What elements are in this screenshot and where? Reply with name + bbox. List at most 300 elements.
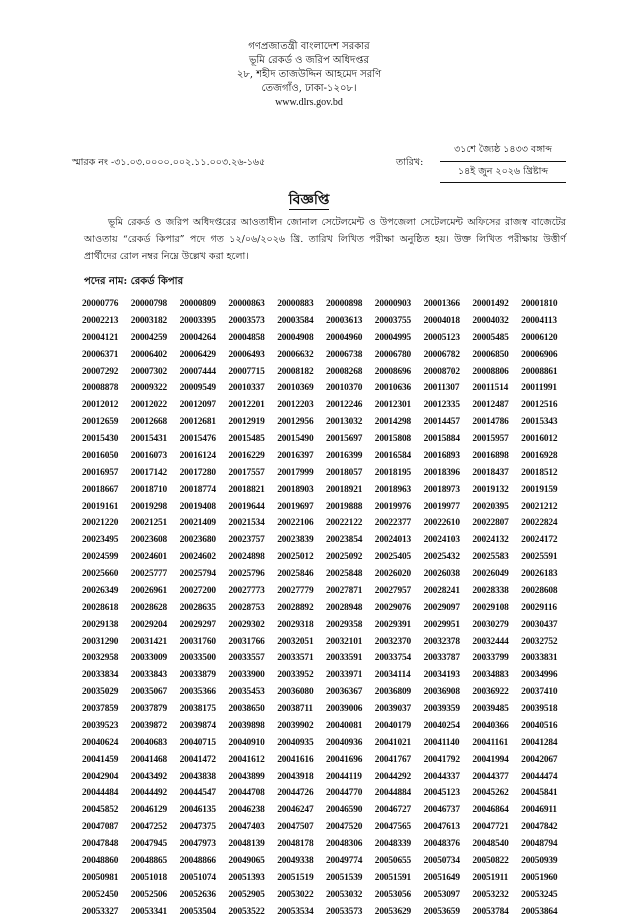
roll-number: 20024172 — [521, 532, 570, 549]
roll-number: 20029108 — [472, 600, 521, 617]
roll-number: 20029297 — [180, 617, 229, 634]
roll-number: 20046129 — [131, 802, 180, 819]
roll-number: 20018396 — [424, 465, 473, 482]
roll-number: 20045841 — [521, 785, 570, 802]
roll-number: 20044708 — [228, 785, 277, 802]
roll-number: 20006906 — [521, 347, 570, 364]
roll-number: 20006782 — [424, 347, 473, 364]
roll-number: 20050939 — [521, 853, 570, 870]
roll-number: 20047848 — [82, 836, 131, 853]
roll-number: 20001366 — [424, 296, 473, 313]
roll-number: 20006402 — [131, 347, 180, 364]
roll-number: 20000776 — [82, 296, 131, 313]
roll-number: 20040935 — [277, 735, 326, 752]
roll-number: 20044884 — [375, 785, 424, 802]
roll-number: 20019697 — [277, 499, 326, 516]
roll-number: 20046911 — [521, 802, 570, 819]
roll-number: 20004960 — [326, 330, 375, 347]
roll-number: 20041696 — [326, 752, 375, 769]
roll-number: 20052636 — [180, 887, 229, 904]
city-line: তেজগাঁও, ঢাকা-১২০৮। — [0, 82, 618, 96]
roll-number: 20046590 — [326, 802, 375, 819]
roll-number: 20041140 — [424, 735, 473, 752]
roll-number: 20000883 — [277, 296, 326, 313]
roll-number: 20022610 — [424, 515, 473, 532]
roll-number: 20012022 — [131, 397, 180, 414]
roll-number: 20051018 — [131, 870, 180, 887]
roll-number: 20002213 — [82, 313, 131, 330]
roll-number: 20027957 — [375, 583, 424, 600]
roll-number: 20029358 — [326, 617, 375, 634]
roll-number: 20043838 — [180, 769, 229, 786]
roll-number: 20024601 — [131, 549, 180, 566]
roll-number: 20004018 — [424, 313, 473, 330]
roll-number: 20028635 — [180, 600, 229, 617]
roll-number: 20015957 — [472, 431, 521, 448]
roll-number: 20044547 — [180, 785, 229, 802]
roll-number: 20041161 — [472, 735, 521, 752]
roll-number: 20004858 — [228, 330, 277, 347]
roll-number: 20008702 — [424, 364, 473, 381]
roll-number: 20007444 — [180, 364, 229, 381]
roll-number: 20031290 — [82, 634, 131, 651]
roll-number: 20029204 — [131, 617, 180, 634]
roll-number: 20047973 — [180, 836, 229, 853]
roll-number: 20004032 — [472, 313, 521, 330]
roll-number: 20012301 — [375, 397, 424, 414]
roll-number: 20044484 — [82, 785, 131, 802]
roll-number: 20038175 — [180, 701, 229, 718]
roll-number: 20053864 — [521, 904, 570, 920]
roll-number: 20006850 — [472, 347, 521, 364]
roll-number: 20025432 — [424, 549, 473, 566]
roll-number: 20032101 — [326, 634, 375, 651]
roll-number: 20024013 — [375, 532, 424, 549]
roll-number: 20021251 — [131, 515, 180, 532]
roll-number: 20044474 — [521, 769, 570, 786]
roll-number: 20012659 — [82, 414, 131, 431]
roll-number: 20026961 — [131, 583, 180, 600]
letterhead — [0, 40, 618, 110]
roll-number: 20015430 — [82, 431, 131, 448]
roll-number: 20033971 — [326, 667, 375, 684]
roll-number: 20016584 — [375, 448, 424, 465]
roll-number: 20029302 — [228, 617, 277, 634]
roll-number: 20041792 — [424, 752, 473, 769]
roll-number: 20040254 — [424, 718, 473, 735]
roll-number: 20006429 — [180, 347, 229, 364]
roll-number: 20003182 — [131, 313, 180, 330]
roll-number: 20017142 — [131, 465, 180, 482]
roll-number: 20040624 — [82, 735, 131, 752]
roll-number: 20018774 — [180, 482, 229, 499]
roll-number: 20032444 — [472, 634, 521, 651]
roll-number: 20053629 — [375, 904, 424, 920]
roll-number: 20000809 — [180, 296, 229, 313]
roll-number: 20024103 — [424, 532, 473, 549]
roll-number: 20016229 — [228, 448, 277, 465]
roll-number: 20003584 — [277, 313, 326, 330]
address-line: ২৮, শহীদ তাজউদ্দিন আহমেদ সরণি — [0, 68, 618, 82]
roll-number: 20008878 — [82, 380, 131, 397]
roll-number: 20033799 — [472, 650, 521, 667]
roll-number: 20003395 — [180, 313, 229, 330]
roll-number: 20007715 — [228, 364, 277, 381]
roll-number: 20016012 — [521, 431, 570, 448]
roll-number: 20026049 — [472, 566, 521, 583]
roll-number: 20041021 — [375, 735, 424, 752]
roll-number: 20048339 — [375, 836, 424, 853]
roll-number: 20039037 — [375, 701, 424, 718]
roll-number: 20053097 — [424, 887, 473, 904]
roll-number: 20027773 — [228, 583, 277, 600]
roll-number: 20005123 — [424, 330, 473, 347]
roll-number: 20012246 — [326, 397, 375, 414]
roll-number: 20051591 — [375, 870, 424, 887]
roll-number: 20044119 — [326, 769, 375, 786]
roll-number: 20043918 — [277, 769, 326, 786]
roll-number: 20040683 — [131, 735, 180, 752]
roll-number: 20047613 — [424, 819, 473, 836]
roll-number: 20033591 — [326, 650, 375, 667]
roll-number: 20022106 — [277, 515, 326, 532]
roll-number-table — [82, 296, 570, 920]
post-title: পদের নাম: রেকর্ড কিপার — [84, 274, 183, 291]
roll-number: 20022122 — [326, 515, 375, 532]
roll-number: 20031766 — [228, 634, 277, 651]
roll-number: 20035453 — [228, 684, 277, 701]
roll-number: 20015808 — [375, 431, 424, 448]
roll-number: 20000903 — [375, 296, 424, 313]
roll-number: 20014786 — [472, 414, 521, 431]
roll-number: 20038650 — [228, 701, 277, 718]
roll-number: 20032752 — [521, 634, 570, 651]
roll-number: 20010337 — [228, 380, 277, 397]
roll-number: 20049338 — [277, 853, 326, 870]
roll-number: 20029138 — [82, 617, 131, 634]
government-name: গণপ্রজাতন্ত্রী বাংলাদেশ সরকার — [0, 40, 618, 54]
roll-number: 20033754 — [375, 650, 424, 667]
roll-number: 20049774 — [326, 853, 375, 870]
roll-number: 20004908 — [277, 330, 326, 347]
roll-number: 20025583 — [472, 549, 521, 566]
roll-number: 20029391 — [375, 617, 424, 634]
roll-number: 20019976 — [375, 499, 424, 516]
roll-number: 20029318 — [277, 617, 326, 634]
roll-number: 20012203 — [277, 397, 326, 414]
roll-number: 20047087 — [82, 819, 131, 836]
roll-number: 20020395 — [472, 499, 521, 516]
roll-number: 20051960 — [521, 870, 570, 887]
roll-number: 20012335 — [424, 397, 473, 414]
roll-number: 20040715 — [180, 735, 229, 752]
roll-number: 20022377 — [375, 515, 424, 532]
roll-number: 20044337 — [424, 769, 473, 786]
roll-number: 20033571 — [277, 650, 326, 667]
roll-number: 20050981 — [82, 870, 131, 887]
roll-number: 20051074 — [180, 870, 229, 887]
roll-number: 20009549 — [180, 380, 229, 397]
roll-number: 20053522 — [228, 904, 277, 920]
roll-number: 20025848 — [326, 566, 375, 583]
roll-number: 20035366 — [180, 684, 229, 701]
roll-number: 20048866 — [180, 853, 229, 870]
roll-number: 20047842 — [521, 819, 570, 836]
roll-number: 20015431 — [131, 431, 180, 448]
roll-number: 20012487 — [472, 397, 521, 414]
roll-number: 20046864 — [472, 802, 521, 819]
roll-number: 20025012 — [277, 549, 326, 566]
roll-number: 20041994 — [472, 752, 521, 769]
roll-number: 20041612 — [228, 752, 277, 769]
roll-number: 20046135 — [180, 802, 229, 819]
date-english: ১৪ই জুন ২০২৬ খ্রিষ্টাব্দ — [440, 162, 566, 183]
roll-number: 20039874 — [180, 718, 229, 735]
roll-number: 20040910 — [228, 735, 277, 752]
roll-number: 20010636 — [375, 380, 424, 397]
roll-number: 20025405 — [375, 549, 424, 566]
roll-number: 20050734 — [424, 853, 473, 870]
roll-number: 20034193 — [424, 667, 473, 684]
roll-number: 20016397 — [277, 448, 326, 465]
roll-number: 20006780 — [375, 347, 424, 364]
roll-number: 20018057 — [326, 465, 375, 482]
roll-number: 20023757 — [228, 532, 277, 549]
roll-number: 20034996 — [521, 667, 570, 684]
memo-number: স্মারক নং -৩১.০৩.০০০০.০০২.১১.০০৩.২৬-১৬৫ — [72, 156, 265, 171]
roll-number: 20048865 — [131, 853, 180, 870]
date-block — [440, 143, 566, 183]
roll-number: 20019159 — [521, 482, 570, 499]
roll-number: 20004259 — [131, 330, 180, 347]
roll-number: 20039359 — [424, 701, 473, 718]
roll-number: 20042904 — [82, 769, 131, 786]
roll-number: 20019161 — [82, 499, 131, 516]
roll-number: 20015476 — [180, 431, 229, 448]
roll-number: 20026349 — [82, 583, 131, 600]
roll-number: 20021212 — [521, 499, 570, 516]
roll-number: 20051519 — [277, 870, 326, 887]
roll-number: 20001492 — [472, 296, 521, 313]
roll-number: 20047403 — [228, 819, 277, 836]
department-name: ভূমি রেকর্ড ও জরিপ অধিদপ্তর — [0, 54, 618, 68]
notice-title — [0, 188, 618, 212]
roll-number: 20044292 — [375, 769, 424, 786]
roll-number: 20012097 — [180, 397, 229, 414]
roll-number: 20016893 — [424, 448, 473, 465]
roll-number: 20025591 — [521, 549, 570, 566]
roll-number: 20023680 — [180, 532, 229, 549]
roll-number: 20051539 — [326, 870, 375, 887]
date-label: তারিখ: — [396, 156, 423, 171]
roll-number: 20039872 — [131, 718, 180, 735]
roll-number: 20008861 — [521, 364, 570, 381]
roll-number: 20029076 — [375, 600, 424, 617]
roll-number: 20016928 — [521, 448, 570, 465]
roll-number: 20015485 — [228, 431, 277, 448]
roll-number: 20043899 — [228, 769, 277, 786]
roll-number: 20023839 — [277, 532, 326, 549]
roll-number: 20026038 — [424, 566, 473, 583]
roll-number: 20039485 — [472, 701, 521, 718]
roll-number: 20016399 — [326, 448, 375, 465]
roll-number: 20046727 — [375, 802, 424, 819]
roll-number: 20007292 — [82, 364, 131, 381]
roll-number: 20051911 — [472, 870, 521, 887]
roll-number: 20052905 — [228, 887, 277, 904]
roll-number: 20040366 — [472, 718, 521, 735]
roll-number: 20012681 — [180, 414, 229, 431]
roll-number: 20010370 — [326, 380, 375, 397]
roll-number: 20018437 — [472, 465, 521, 482]
roll-number: 20009322 — [131, 380, 180, 397]
roll-number: 20028338 — [472, 583, 521, 600]
roll-number: 20053245 — [521, 887, 570, 904]
roll-number: 20025777 — [131, 566, 180, 583]
roll-number: 20011514 — [472, 380, 521, 397]
roll-number: 20034114 — [375, 667, 424, 684]
roll-number: 20052506 — [131, 887, 180, 904]
roll-number: 20053341 — [131, 904, 180, 920]
roll-number: 20016124 — [180, 448, 229, 465]
roll-number: 20033831 — [521, 650, 570, 667]
roll-number: 20019644 — [228, 499, 277, 516]
roll-number: 20005485 — [472, 330, 521, 347]
roll-number: 20004995 — [375, 330, 424, 347]
roll-number: 20039902 — [277, 718, 326, 735]
roll-number: 20041284 — [521, 735, 570, 752]
roll-number: 20033500 — [180, 650, 229, 667]
roll-number: 20011991 — [521, 380, 570, 397]
roll-number: 20006371 — [82, 347, 131, 364]
roll-number: 20004113 — [521, 313, 570, 330]
roll-number: 20053504 — [180, 904, 229, 920]
roll-number: 20019132 — [472, 482, 521, 499]
roll-number: 20028241 — [424, 583, 473, 600]
roll-number: 20017999 — [277, 465, 326, 482]
roll-number: 20008268 — [326, 364, 375, 381]
roll-number: 20027779 — [277, 583, 326, 600]
roll-number: 20025794 — [180, 566, 229, 583]
roll-number: 20048540 — [472, 836, 521, 853]
roll-number: 20018821 — [228, 482, 277, 499]
roll-number: 20052450 — [82, 887, 131, 904]
roll-number: 20032378 — [424, 634, 473, 651]
roll-number: 20021409 — [180, 515, 229, 532]
roll-number: 20018963 — [375, 482, 424, 499]
roll-number: 20053056 — [375, 887, 424, 904]
roll-number: 20037410 — [521, 684, 570, 701]
roll-number: 20032051 — [277, 634, 326, 651]
roll-number: 20031760 — [180, 634, 229, 651]
roll-number: 20044726 — [277, 785, 326, 802]
roll-number: 20014457 — [424, 414, 473, 431]
roll-number: 20037859 — [82, 701, 131, 718]
roll-number: 20040516 — [521, 718, 570, 735]
roll-number: 20006120 — [521, 330, 570, 347]
date-bangla: ৩১শে জ্যৈষ্ঠ ১৪৩৩ বঙ্গাব্দ — [440, 143, 566, 162]
roll-number: 20017557 — [228, 465, 277, 482]
roll-number: 20045262 — [472, 785, 521, 802]
roll-number: 20046247 — [277, 802, 326, 819]
roll-number: 20040936 — [326, 735, 375, 752]
notice-paragraph: ভূমি রেকর্ড ও জরিপ অধিদপ্তরের আওতাধীন জোনাল সেটেলমেন্ট ও উপজেলা সেটেলমেন্ট অফিসের রাজস্ব বাজেটের আওতায় “রেকর্ড কিপার” পদে গত ১২/০৬/২০২৬ খ্রি. তারিখ লিখিত পরীক্ষা অনুষ্ঠিত হয়। উক্ত লিখিত পরীক্ষায় উত্তীর্ণ প্রার্থীদের রোল নম্বর নিম্নে উল্লেখ করা হলো। — [84, 214, 566, 265]
roll-number: 20030279 — [472, 617, 521, 634]
roll-number: 20010369 — [277, 380, 326, 397]
roll-number: 20048794 — [521, 836, 570, 853]
roll-number: 20015697 — [326, 431, 375, 448]
roll-number: 20023495 — [82, 532, 131, 549]
roll-number: 20033843 — [131, 667, 180, 684]
roll-number: 20023854 — [326, 532, 375, 549]
roll-number: 20031421 — [131, 634, 180, 651]
roll-number: 20053022 — [277, 887, 326, 904]
roll-number: 20051393 — [228, 870, 277, 887]
roll-number: 20018903 — [277, 482, 326, 499]
roll-number: 20025796 — [228, 566, 277, 583]
roll-number: 20053032 — [326, 887, 375, 904]
roll-number: 20018710 — [131, 482, 180, 499]
roll-number: 20028892 — [277, 600, 326, 617]
roll-number: 20027200 — [180, 583, 229, 600]
roll-number: 20047507 — [277, 819, 326, 836]
roll-number: 20033952 — [277, 667, 326, 684]
roll-number: 20008182 — [277, 364, 326, 381]
roll-number: 20007302 — [131, 364, 180, 381]
roll-number: 20032370 — [375, 634, 424, 651]
roll-number: 20018667 — [82, 482, 131, 499]
roll-number: 20012012 — [82, 397, 131, 414]
roll-number: 20051649 — [424, 870, 473, 887]
roll-number: 20039523 — [82, 718, 131, 735]
roll-number: 20036080 — [277, 684, 326, 701]
roll-number: 20028753 — [228, 600, 277, 617]
roll-number: 20036367 — [326, 684, 375, 701]
roll-number: 20044492 — [131, 785, 180, 802]
roll-number: 20053573 — [326, 904, 375, 920]
roll-number: 20047945 — [131, 836, 180, 853]
roll-number: 20043492 — [131, 769, 180, 786]
roll-number: 20041767 — [375, 752, 424, 769]
roll-number: 20013032 — [326, 414, 375, 431]
roll-number: 20018921 — [326, 482, 375, 499]
roll-number: 20004121 — [82, 330, 131, 347]
roll-number: 20019298 — [131, 499, 180, 516]
roll-number: 20030437 — [521, 617, 570, 634]
roll-number: 20048376 — [424, 836, 473, 853]
roll-number: 20047520 — [326, 819, 375, 836]
roll-number: 20012201 — [228, 397, 277, 414]
roll-number: 20033879 — [180, 667, 229, 684]
roll-number: 20016073 — [131, 448, 180, 465]
roll-number: 20045852 — [82, 802, 131, 819]
roll-number: 20033834 — [82, 667, 131, 684]
roll-number: 20028628 — [131, 600, 180, 617]
website-link[interactable]: www.dlrs.gov.bd — [0, 96, 618, 110]
roll-number: 20019408 — [180, 499, 229, 516]
roll-number: 20040179 — [375, 718, 424, 735]
roll-number: 20038711 — [277, 701, 326, 718]
roll-number: 20047565 — [375, 819, 424, 836]
roll-number: 20033009 — [131, 650, 180, 667]
roll-number: 20049065 — [228, 853, 277, 870]
roll-number: 20024898 — [228, 549, 277, 566]
roll-number: 20026020 — [375, 566, 424, 583]
roll-number: 20045123 — [424, 785, 473, 802]
roll-number: 20025846 — [277, 566, 326, 583]
roll-number: 20000898 — [326, 296, 375, 313]
roll-number: 20017280 — [180, 465, 229, 482]
